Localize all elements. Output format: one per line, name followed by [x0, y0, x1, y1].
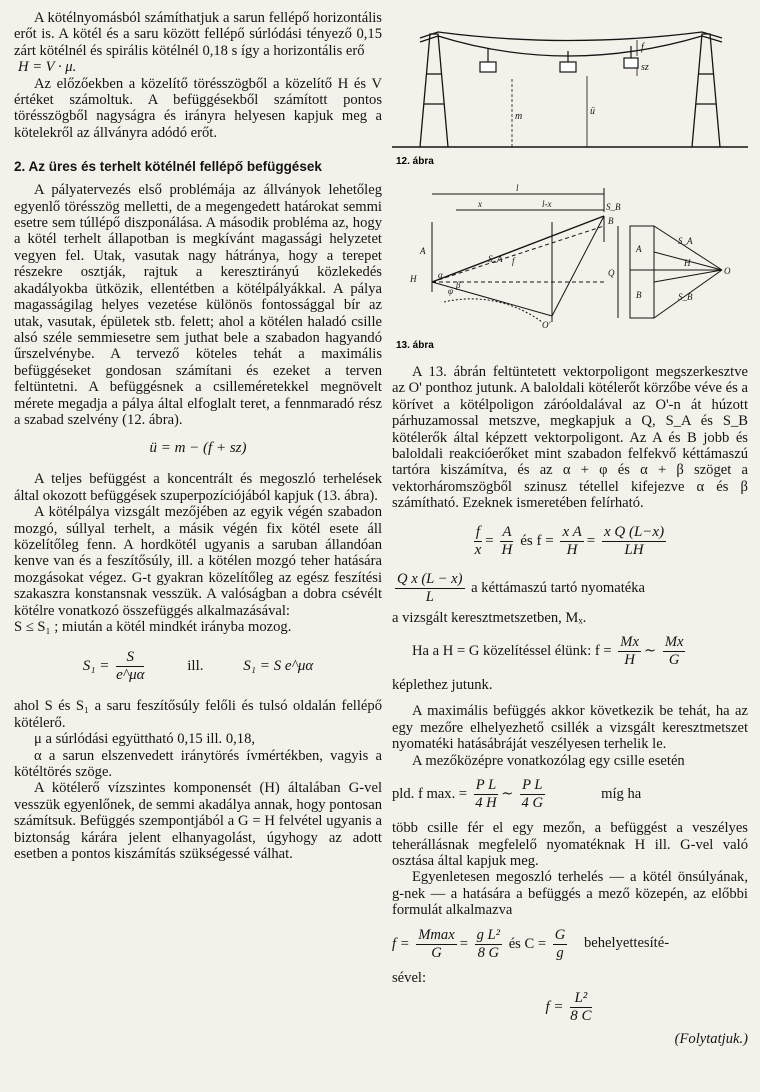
- eq1-xa: x A: [562, 523, 582, 540]
- fig13-label-a2: A: [636, 244, 642, 254]
- fig12-label-m: m: [515, 111, 523, 122]
- eq4-num1: P L: [475, 777, 497, 794]
- fig13-label-sb2: S_B: [678, 292, 693, 302]
- fig13-label-a: A: [420, 246, 426, 256]
- eq1-lh: LH: [624, 541, 644, 558]
- paragraph-alpha: α a sarun elszenvedett iránytörés ívmértékben, vagyis a kötéltörés szöge.: [14, 747, 382, 781]
- eq1-h2: H: [566, 541, 578, 558]
- section-heading: 2. Az üres és terhelt kötélnél fellépő befüggések: [14, 159, 322, 175]
- eq3-pre: Ha a H = G közelítéssel élünk: f =: [412, 642, 612, 659]
- eq6-f: f =: [545, 998, 564, 1015]
- fig13-label-q: Q: [608, 268, 615, 278]
- fig13-label-phi: φ: [448, 286, 453, 296]
- equation-2: [392, 571, 748, 606]
- eq4-den1: 4 H: [475, 795, 497, 812]
- fig13-label-sb: S_B: [606, 202, 621, 212]
- fig13-label-o: O: [724, 266, 731, 276]
- fig13-caption: 13. ábra: [396, 340, 434, 351]
- eq5-frac2: [475, 927, 502, 962]
- paragraph-kotelero: A kötélerő vízszintes komponensét (H) általában G-vel vesszük egyenlőnek, de semmi akadálya annak, hogy pontosan számítsuk. Befüggés szempontjából a G = H felvétel ugyanis a biztonság kárára jelent elhanyagolást, úgyhogy az adott esetben a pontos kiszámítás szükségessé válhat.: [14, 780, 382, 863]
- eq1-frac-fx: [474, 524, 482, 559]
- eq5-num2: g L²: [476, 926, 501, 943]
- paragraph-ahol: ahol S és S₁ a saru feszítősúly felőli és tulsó oldalán fellépő kötélerő.: [14, 698, 382, 731]
- paragraph-vizsgalt: a vizsgált keresztmetszetben, Mₓ.: [392, 609, 587, 626]
- eq5-f: f =: [392, 935, 410, 952]
- paragraph-13abran: A 13. ábrán feltüntetett vektorpoligont megszerkesztve az O' ponthoz jutunk. A baloldali kötélerőt körzőbe véve és a körívet a kötélpoligon záróoldalával az O'-n át húzott párhuzamossal metszve, megkapjuk a Q, S_A és S_B kötélerők által képzett vektorpoligont. Az A és B jobb és baloldali reakcióerőket mint szabadon felfekvő kéttámaszú tartóra kiszámítva, és az α + φ és α + β szöget a vektorháromszögből szinusz tétellel kifejezve α és β számítható. Ezeknek ismeretében felírható.: [392, 364, 748, 512]
- eq5-den3: g: [556, 944, 564, 961]
- eq-s1-den: e^μα: [116, 667, 145, 684]
- eq5-num3: G: [554, 926, 566, 943]
- fig13-label-alpha: α: [438, 270, 443, 280]
- fig12-car-2: [560, 62, 576, 72]
- eq3-num2: Mx: [664, 634, 684, 651]
- eq3-den2: G: [668, 652, 680, 669]
- eq2-num: Q x (L − x): [397, 570, 463, 587]
- paragraph-intro: A kötélnyomásból számíthatjuk a sarun fellépő horizontális erőt is. A kötél és a saru között fellépő súrlódási tényező 0,15 zárt kötélnél és spirális kötélnél 0,18 s így a horizontális erő: [14, 10, 382, 59]
- fig12-left-tower: [420, 34, 448, 147]
- paragraph-egyenletesen: Egyenletesen megoszló terhelés — a kötél önsúlyának, g-nek — a hatására a befüggés a mező közepén, az előbbi formulát alkalmazva: [392, 869, 748, 919]
- fig12-label-u: ü: [590, 106, 595, 117]
- equation-5: f = $\frac{Mmax}{G}$ = $\frac{\text{g L²}}{8 G}$ és C = $\frac{G}{g}$ behelyettesíté-: [392, 926, 670, 961]
- figure-13: [392, 182, 748, 352]
- eq4-pre: pld. f max. =: [392, 785, 468, 802]
- eq1-frac-xq: [602, 524, 666, 559]
- eq3-num1: Mx: [620, 634, 639, 651]
- paragraph-teljes: A teljes befüggést a koncentrált és megoszló terhelések által okozott befüggések szuperpozíciójából kapjuk (13. ábra).: [14, 471, 382, 504]
- fig13-label-sa2: S_A: [678, 236, 693, 246]
- paragraph-maximalis: A maximális befüggés akkor következik be tehát, ha az egy mezőre elhelyezhető csillék a vizsgált keresztmetszet nyomatéki hatásábráját veszélyesen terhelik le.: [392, 703, 748, 753]
- eq6-frac: [570, 990, 591, 1025]
- fig12-right-tower: [692, 34, 720, 147]
- fig12-car-1: [480, 62, 496, 72]
- eq5-den1: G: [431, 944, 442, 961]
- paragraph-mu: μ a súrlódási együttható 0,15 ill. 0,18,: [34, 731, 256, 748]
- fig13-label-sa: S_A: [488, 254, 503, 264]
- fig12-car-3: [624, 58, 638, 68]
- eq1-frac-ah: [500, 524, 513, 559]
- equation-h: H = V · μ.: [18, 59, 77, 76]
- eq4-frac1: [474, 777, 498, 812]
- eq5-frac3: [553, 927, 568, 962]
- eq2-text: a kéttámaszú tartó nyomatéka: [471, 579, 646, 596]
- eq3-frac2: [663, 634, 686, 669]
- eq1-f: f: [475, 523, 481, 540]
- fig12-label-sz: sz: [641, 62, 649, 73]
- eq1-xq: x Q (L−x): [603, 523, 665, 540]
- paragraph-s: S ≤ S₁ ; miután a kötél mindkét irányba mozog.: [14, 619, 292, 635]
- eq4-den2: 4 G: [521, 795, 544, 812]
- eq6-num: L²: [570, 990, 591, 1008]
- eq-s1-rhs: S₁ = S e^μα: [243, 658, 314, 675]
- eq3-den1: H: [624, 652, 635, 669]
- fig13-label-l: l: [516, 183, 519, 193]
- fig13-label-o-prime: O': [542, 320, 551, 330]
- eq1-a: A: [502, 523, 512, 540]
- paragraph-sevel: sével:: [392, 969, 427, 986]
- eq6-den: 8 C: [570, 1007, 592, 1024]
- eq-s1-mid: ill.: [187, 658, 204, 675]
- eq-s1-fraction: [116, 649, 144, 684]
- left-column: [14, 0, 382, 862]
- fig13-label-b2: B: [636, 290, 642, 300]
- eq5-num1: Mmax: [418, 926, 455, 943]
- fig13-label-beta: β: [456, 280, 461, 290]
- paragraph-tobb: több csille fér el egy mezőn, a befüggést a veszélyes teherállásnak megfelelő nyomatéknak H ill. G-vel való osztása által kapjuk meg.: [392, 820, 748, 869]
- right-column: [392, 0, 748, 1047]
- eq5-den2: 8 G: [477, 944, 500, 961]
- eq1-frac-xah: [560, 524, 583, 559]
- eq5-post: behelyettesíté-: [583, 935, 670, 952]
- figure-12: [392, 4, 748, 174]
- eq1-x: x: [474, 541, 482, 558]
- equation-s1: [14, 649, 382, 684]
- eq5-es: és C =: [508, 935, 547, 952]
- eq4-frac2: [520, 777, 544, 812]
- equation-6: [392, 990, 748, 1025]
- fig13-label-x: x: [478, 199, 482, 209]
- fig13-label-l-x: l-x: [542, 199, 552, 209]
- equation-3: Ha a H = G közelítéssel élünk: f = $\frac{Mx}{H}$ ∼ $\frac{Mx}{G}$: [392, 634, 748, 669]
- eq4-num2: P L: [522, 777, 543, 794]
- eq-s1-lhs: S₁ =: [82, 658, 110, 675]
- eq3-frac1: [618, 634, 641, 669]
- fig12-caption: 12. ábra: [396, 156, 434, 167]
- paragraph-palya: A pályatervezés első problémája az állványok lehetőleg egyenlő törésszög melletti, de a megengedett határokat semmi esetre sem túllépő diszponálása. A második probléma az, hogy a kötél terhelt állapotban is megkívánt magassági helyzetet vegyen fel. Utak, vasutak nagy hátránya, hogy a terepet részekre osztják, rajtuk a keresztirányú közlekedés akadályokba ütközik, ellentétben a kötélpályákkal. A pálya magasságilag helyes vezetése különös fontossággal bír az utak, vasutak, épületek stb. felett; ahol a kötélen haladó csille alsó széle semmiesetre sem juthat bele a szabadon hagyandó űrszelvénybe. A tervező köteles tehát a maximális befüggéseket gondosan számítani és ezeket a terven feltüntetni. A befüggésnek a csilleméretekkel megnövelt mérete megadja a pálya által elfoglalt teret, a fennmaradó rész a szabad szelvény (12. ábra).: [14, 182, 382, 428]
- eq1-h: H: [501, 541, 513, 558]
- eq2-frac: [395, 571, 465, 606]
- fig12-label-f: f: [641, 42, 644, 53]
- paragraph-elozo: Az előzőekben a közelítő törésszögből a közelítő H és V értéket számoltuk. A befüggésekből számított pontos törésszögből nagyságra és irányra helyesen kapjuk meg a kötelekről az állványra adódó erőt.: [14, 75, 382, 141]
- fig13-label-f: f: [512, 256, 515, 266]
- equation-4: pld. f max. = $\frac{\text{P L}}{4 H}$ ∼ $\frac{\text{P L}}{4 G}$ míg ha: [392, 777, 642, 812]
- eq-s1-num: S: [116, 649, 144, 667]
- footer-folytatjuk: (Folytatjuk.): [674, 1030, 748, 1047]
- paragraph-kotelpalya: A kötélpálya vizsgált mezőjében az egyik végén szabadon mozgó, súllyal terhelt, a másik végén fix kötél esete áll közelítőleg fenn. A hordkötél ugyanis a saruban állandóan kenve van és a feszítősúly, ill. a kötélen mozgó teher hatására mozgásokat végez. G-t gyakran közelítőleg az egész feszítési szakaszra konstansnak vesszük. A valóságban a dobra csévélt kötélre vonatkozó összefüggés alkalmazásával:: [14, 504, 382, 619]
- equation-1: $\frac{f}{x}$ = $\frac{A}{H}$ és f = $\frac{\text{x A}}{H}$ = $\frac{\text{x Q (L−x)}}{LH}$: [474, 523, 665, 558]
- fig13-label-h: H: [410, 274, 417, 284]
- eq2-den: L: [425, 588, 434, 605]
- eq4-post: míg ha: [601, 785, 642, 802]
- eq1-es: és f =: [520, 532, 554, 549]
- equation-u: ü = m − (f + sz): [149, 440, 247, 457]
- paragraph-keplethez: képlethez jutunk.: [392, 677, 493, 694]
- fig13-label-b: B: [608, 216, 614, 226]
- paragraph-mezokozepre: A mezőközépre vonatkozólag egy csille esetén: [412, 752, 685, 769]
- fig13-label-h2: H: [684, 258, 691, 268]
- eq5-frac1: [416, 927, 456, 962]
